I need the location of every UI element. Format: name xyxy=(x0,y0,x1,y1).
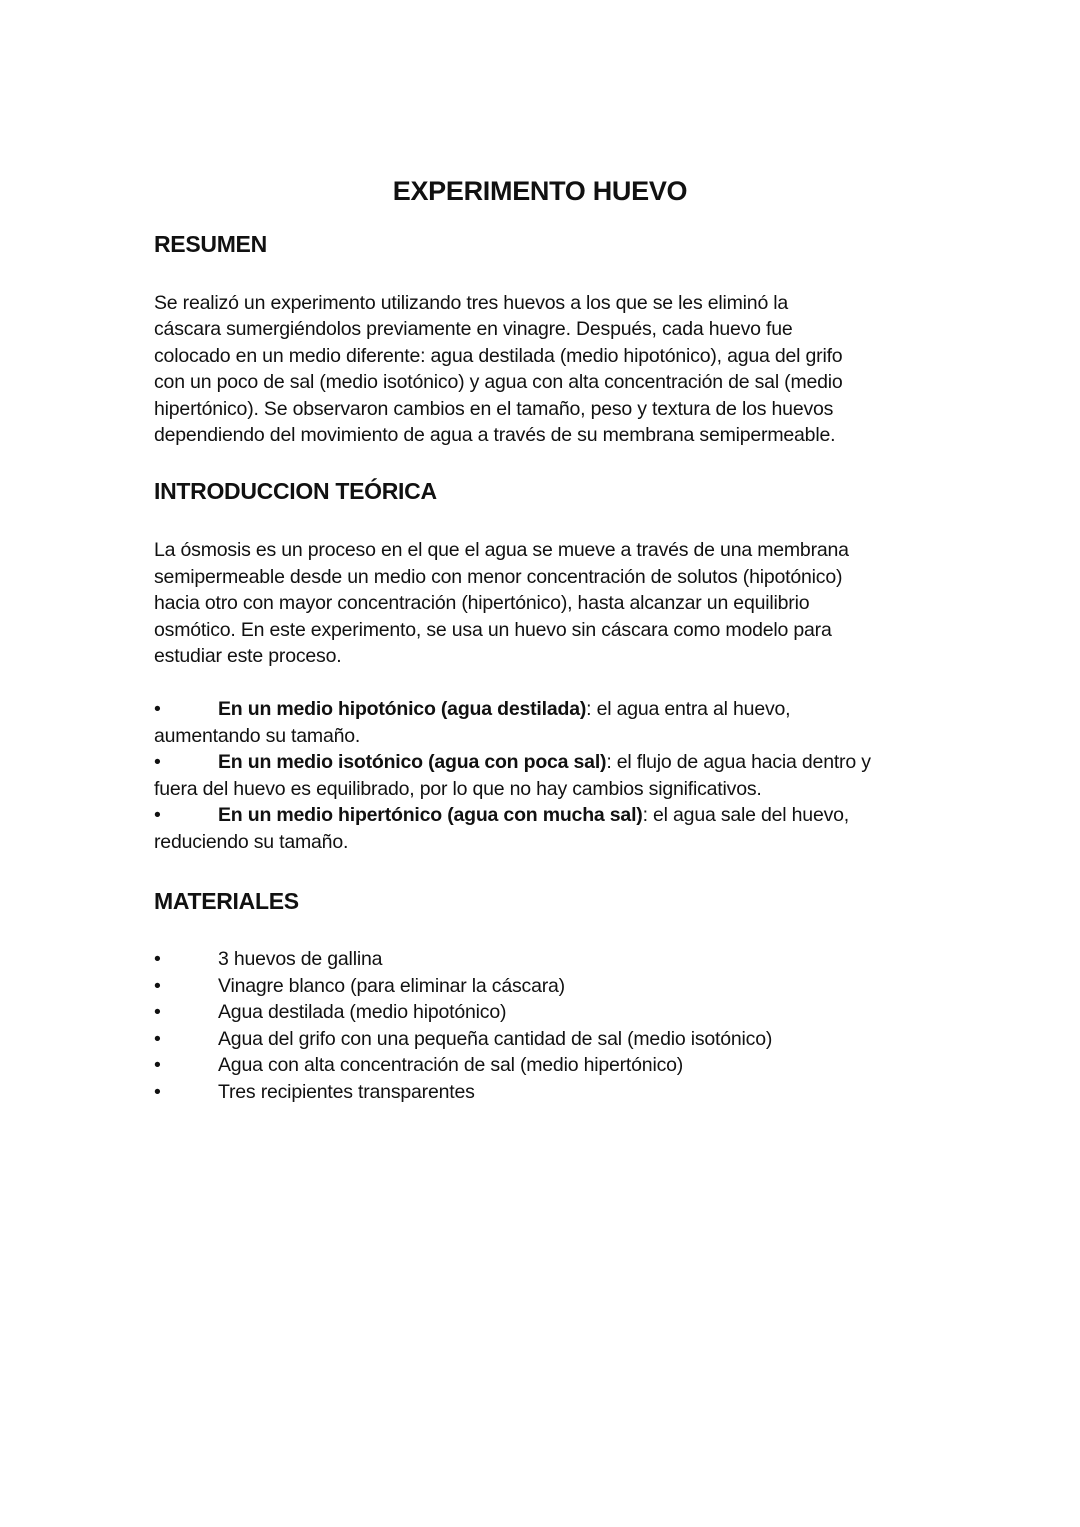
bullet-text: : el agua entra al huevo, xyxy=(586,698,791,720)
section-heading-resumen: RESUMEN xyxy=(154,231,267,257)
section-heading-materiales: MATERIALES xyxy=(154,888,299,914)
bullet-continuation: reduciendo su tamaño. xyxy=(154,831,349,853)
bullet-icon: • xyxy=(154,1081,161,1103)
material-item: Agua del grifo con una pequeña cantidad de sal (medio isotónico) xyxy=(218,1028,773,1050)
bullet-icon: • xyxy=(154,1028,161,1050)
paragraph-line: colocado en un medio diferente: agua destilada (medio hipotónico), agua del grifo xyxy=(154,345,843,367)
paragraph-line: cáscara sumergiéndolos previamente en vinagre. Después, cada huevo fue xyxy=(154,318,793,340)
bullet-icon: • xyxy=(154,698,161,720)
bullet-icon: • xyxy=(154,975,161,997)
material-item: Vinagre blanco (para eliminar la cáscara) xyxy=(218,975,565,997)
bullet-icon: • xyxy=(154,1054,161,1076)
document-title: EXPERIMENTO HUEVO xyxy=(392,176,688,206)
material-item: Agua con alta concentración de sal (medio hipertónico) xyxy=(218,1054,684,1076)
material-item: Agua destilada (medio hipotónico) xyxy=(218,1001,507,1023)
bullet-icon: • xyxy=(154,1001,161,1023)
paragraph-line: hipertónico). Se observaron cambios en el tamaño, peso y textura de los huevos xyxy=(154,398,834,420)
bullet-text: : el flujo de agua hacia dentro y xyxy=(606,751,871,773)
paragraph-line: estudiar este proceso. xyxy=(154,645,342,667)
section-heading-introduccion: INTRODUCCION TEÓRICA xyxy=(154,478,437,504)
bullet-continuation: aumentando su tamaño. xyxy=(154,725,361,747)
bullet-continuation: fuera del huevo es equilibrado, por lo que no hay cambios significativos. xyxy=(154,778,762,800)
paragraph-line: con un poco de sal (medio isotónico) y agua con alta concentración de sal (medio xyxy=(154,371,843,393)
bullet-icon: • xyxy=(154,948,161,970)
bullet-bold-label: En un medio hipotónico (agua destilada) xyxy=(218,698,587,720)
paragraph-line: Se realizó un experimento utilizando tres huevos a los que se les eliminó la xyxy=(154,292,789,314)
paragraph-line: La ósmosis es un proceso en el que el agua se mueve a través de una membrana xyxy=(154,539,849,561)
material-item: 3 huevos de gallina xyxy=(218,948,383,970)
paragraph-line: hacia otro con mayor concentración (hipertónico), hasta alcanzar un equilibrio xyxy=(154,592,810,614)
bullet-icon: • xyxy=(154,751,161,773)
paragraph-line: semipermeable desde un medio con menor concentración de solutos (hipotónico) xyxy=(154,566,843,588)
bullet-bold-label: En un medio isotónico (agua con poca sal) xyxy=(218,751,607,773)
paragraph-line: osmótico. En este experimento, se usa un huevo sin cáscara como modelo para xyxy=(154,619,832,641)
paragraph-line: dependiendo del movimiento de agua a través de su membrana semipermeable. xyxy=(154,424,836,446)
material-item: Tres recipientes transparentes xyxy=(218,1081,475,1103)
bullet-text: : el agua sale del huevo, xyxy=(642,804,849,826)
bullet-bold-label: En un medio hipertónico (agua con mucha sal) xyxy=(218,804,643,826)
bullet-icon: • xyxy=(154,804,161,826)
